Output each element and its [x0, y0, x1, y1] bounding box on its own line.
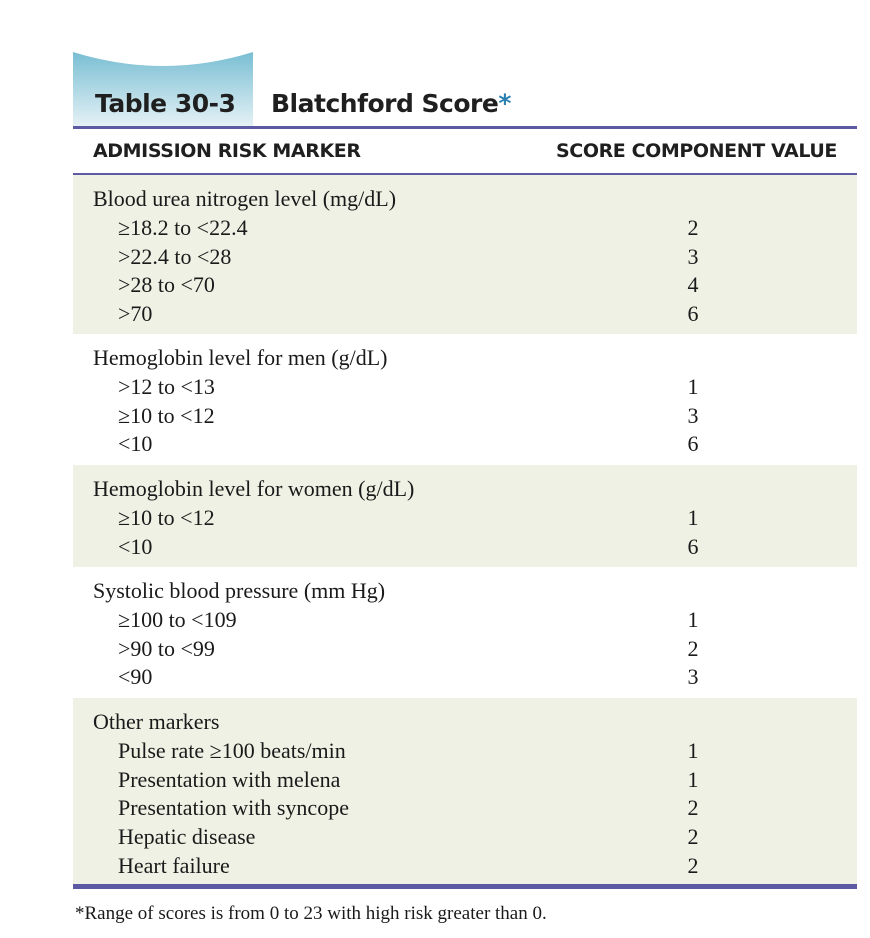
row-value: 2 [687, 635, 699, 661]
row-value: 3 [687, 664, 699, 690]
row-label: ≥10 to <12 [118, 402, 215, 428]
row-label: Pulse rate ≥100 beats/min [118, 737, 346, 763]
table-section [73, 465, 857, 567]
row-label: Presentation with syncope [118, 795, 349, 821]
table-footnote: *Range of scores is from 0 to 23 with high risk greater than 0. [75, 903, 547, 924]
table-title [271, 89, 511, 118]
row-value: 6 [687, 533, 699, 559]
row-label: ≥18.2 to <22.4 [118, 214, 248, 240]
table-header-row [73, 129, 857, 173]
table-title-text: Blatchford Score [271, 89, 499, 118]
section-title: Hemoglobin level for women (g/dL) [93, 476, 415, 501]
row-label: >70 [118, 301, 153, 327]
row-value: 2 [687, 795, 699, 821]
row-label: <90 [118, 664, 153, 690]
row-label: >12 to <13 [118, 373, 215, 399]
row-value: 4 [687, 272, 699, 298]
row-value: 1 [687, 606, 699, 632]
bottom-rule [73, 884, 857, 889]
column-header-value: SCORE COMPONENT VALUE [556, 140, 837, 162]
row-value: 1 [687, 504, 699, 530]
row-value: 2 [687, 853, 699, 878]
table-section [73, 698, 857, 884]
row-label: Presentation with melena [118, 766, 341, 792]
row-value: 2 [687, 824, 699, 850]
table-title-footnote-marker: * [498, 89, 511, 118]
row-label: ≥100 to <109 [118, 606, 237, 632]
column-header-marker: ADMISSION RISK MARKER [93, 140, 361, 162]
table-section [73, 334, 857, 465]
row-label: >28 to <70 [118, 272, 215, 298]
table-number: Table 30-3 [95, 89, 236, 118]
row-value: 1 [687, 373, 699, 399]
row-value: 3 [687, 243, 699, 269]
row-label: Hepatic disease [118, 824, 256, 850]
row-label: <10 [118, 431, 153, 457]
section-title: Hemoglobin level for men (g/dL) [93, 345, 388, 370]
section-title: Systolic blood pressure (mm Hg) [93, 578, 386, 603]
row-value: 3 [687, 402, 699, 428]
section-title: Blood urea nitrogen level (mg/dL) [93, 186, 397, 211]
row-label: >22.4 to <28 [118, 243, 232, 269]
row-label: <10 [118, 533, 153, 559]
section-title: Other markers [93, 709, 220, 734]
row-value: 6 [687, 301, 699, 327]
row-value: 1 [687, 737, 699, 763]
row-value: 2 [687, 214, 699, 240]
table-section [73, 175, 857, 334]
row-label: ≥10 to <12 [118, 504, 215, 530]
row-label: >90 to <99 [118, 635, 215, 661]
row-label: Heart failure [118, 853, 230, 878]
row-value: 6 [687, 431, 699, 457]
table-section [73, 567, 857, 698]
row-value: 1 [687, 766, 699, 792]
